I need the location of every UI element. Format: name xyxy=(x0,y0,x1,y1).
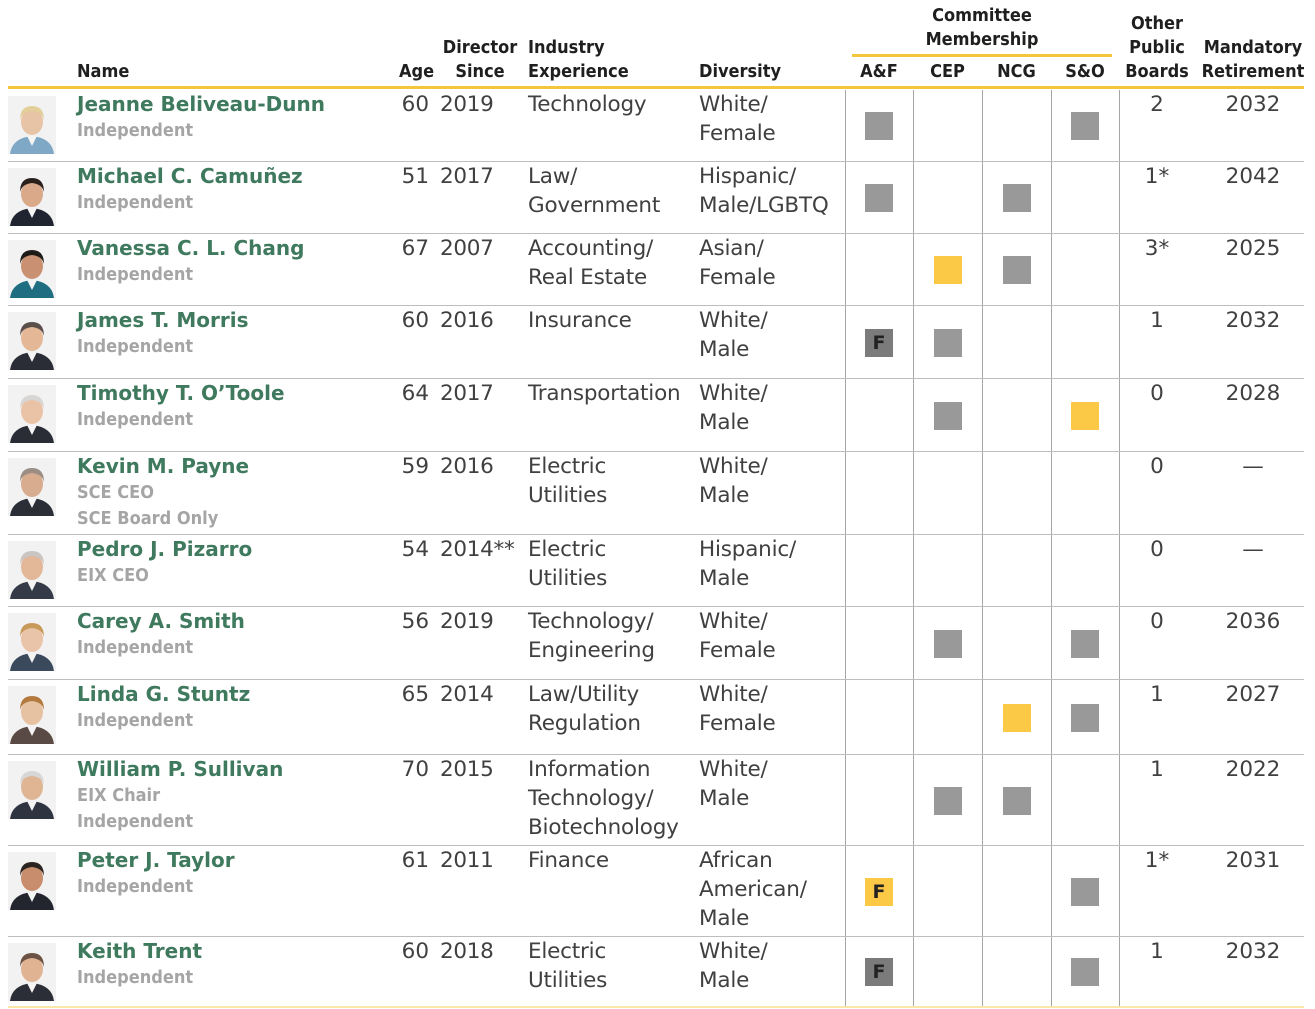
age-value: 60 xyxy=(401,92,429,117)
director-name: William P. Sullivan xyxy=(77,757,284,781)
diversity-line: Male xyxy=(699,786,750,811)
director-since-value: 2015 xyxy=(440,757,494,782)
industry-line: Law/ xyxy=(528,164,578,189)
diversity-line: Female xyxy=(699,265,776,290)
industry-line: Electric xyxy=(528,537,607,562)
director-photo xyxy=(8,613,56,671)
diversity-line: White/ xyxy=(699,454,768,479)
header-director: Director xyxy=(442,37,518,58)
industry-line: Electric xyxy=(528,939,607,964)
column-divider xyxy=(1051,680,1052,755)
table-row xyxy=(0,379,1315,452)
column-divider xyxy=(1051,937,1052,1006)
committee-so-marker xyxy=(1071,704,1099,732)
column-divider xyxy=(913,846,914,937)
table-row xyxy=(0,607,1315,680)
director-photo xyxy=(8,686,56,744)
column-divider xyxy=(845,535,846,607)
column-divider xyxy=(913,535,914,607)
retirement-value: 2042 xyxy=(1225,164,1281,189)
director-since-value: 2019 xyxy=(440,92,494,117)
diversity-line: Hispanic/ xyxy=(699,537,797,562)
director-role: Independent xyxy=(77,710,194,731)
director-name: James T. Morris xyxy=(77,308,249,332)
diversity-line: Male xyxy=(699,337,750,362)
header-public: Public xyxy=(1129,37,1185,58)
director-since-value: 2019 xyxy=(440,609,494,634)
committee-ncg-marker xyxy=(1003,256,1031,284)
table-row xyxy=(0,90,1315,162)
director-name: Timothy T. O’Toole xyxy=(77,381,285,405)
column-divider xyxy=(982,937,983,1006)
column-divider xyxy=(845,234,846,306)
header-mandatory: Mandatory xyxy=(1203,37,1303,58)
column-divider xyxy=(913,607,914,680)
column-divider xyxy=(1051,379,1052,452)
director-since-value: 2014** xyxy=(440,537,515,562)
director-role: EIX Chair xyxy=(77,785,161,806)
director-since-value: 2016 xyxy=(440,454,494,479)
column-divider xyxy=(845,680,846,755)
column-divider xyxy=(982,90,983,162)
table-row xyxy=(0,162,1315,234)
header-name: Name xyxy=(77,61,130,82)
committee-af-marker xyxy=(865,112,893,140)
industry-line: Real Estate xyxy=(528,265,648,290)
other-boards-value: 0 xyxy=(1150,454,1164,479)
header-experience: Experience xyxy=(528,61,629,82)
table-row xyxy=(0,535,1315,607)
column-divider xyxy=(913,90,914,162)
age-value: 60 xyxy=(401,939,429,964)
column-divider xyxy=(982,379,983,452)
director-role: SCE Board Only xyxy=(77,507,219,529)
director-name: Peter J. Taylor xyxy=(77,848,235,872)
director-since-value: 2007 xyxy=(440,236,494,261)
column-divider xyxy=(913,306,914,379)
age-value: 64 xyxy=(401,381,429,406)
committee-so-marker xyxy=(1071,112,1099,140)
age-value: 54 xyxy=(401,537,429,562)
diversity-line: African xyxy=(699,848,773,873)
director-name: Jeanne Beliveau-Dunn xyxy=(77,92,325,116)
industry-line: Technology/ xyxy=(528,609,654,634)
industry-line: Technology xyxy=(528,92,647,117)
director-since-value: 2014 xyxy=(440,682,494,707)
committee-cep-marker xyxy=(934,787,962,815)
committee-ncg-marker xyxy=(1003,704,1031,732)
committee-ncg-marker xyxy=(1003,184,1031,212)
other-boards-value: 1* xyxy=(1144,164,1170,189)
age-value: 67 xyxy=(401,236,429,261)
column-divider xyxy=(845,452,846,535)
director-photo xyxy=(8,458,56,516)
column-divider xyxy=(982,452,983,535)
diversity-line: White/ xyxy=(699,92,768,117)
retirement-value: 2022 xyxy=(1225,757,1281,782)
age-value: 61 xyxy=(401,848,429,873)
committee-so-marker xyxy=(1071,878,1099,906)
column-divider xyxy=(913,234,914,306)
header-other: Other xyxy=(1130,13,1183,34)
director-name: Carey A. Smith xyxy=(77,609,245,633)
director-photo xyxy=(8,943,56,1001)
committee-af-marker: F xyxy=(865,329,893,357)
director-since-value: 2018 xyxy=(440,939,494,964)
director-role: Independent xyxy=(77,264,194,285)
director-photo xyxy=(8,852,56,910)
header-since: Since xyxy=(455,61,505,82)
age-value: 59 xyxy=(401,454,429,479)
table-row xyxy=(0,846,1315,937)
footer-rule xyxy=(8,1006,1304,1008)
age-value: 60 xyxy=(401,308,429,333)
column-divider xyxy=(845,607,846,680)
column-divider xyxy=(1051,607,1052,680)
director-role: Independent xyxy=(77,336,194,357)
director-photo xyxy=(8,761,56,819)
director-photo xyxy=(8,168,56,226)
committee-cep-marker xyxy=(934,630,962,658)
diversity-line: American/ xyxy=(699,877,807,902)
director-role: Independent xyxy=(77,967,194,988)
diversity-line: Male xyxy=(699,968,750,993)
director-role: Independent xyxy=(77,876,194,897)
column-divider xyxy=(845,90,846,162)
director-role: Independent xyxy=(77,637,194,658)
director-role: EIX CEO xyxy=(77,565,149,586)
header-cep: CEP xyxy=(930,61,965,82)
diversity-line: White/ xyxy=(699,381,768,406)
other-boards-value: 1* xyxy=(1144,848,1170,873)
column-divider xyxy=(1051,535,1052,607)
column-divider xyxy=(845,379,846,452)
retirement-value: 2027 xyxy=(1225,682,1281,707)
column-divider xyxy=(1051,846,1052,937)
column-divider xyxy=(1051,162,1052,234)
industry-line: Utilities xyxy=(528,566,608,591)
industry-line: Electric xyxy=(528,454,607,479)
column-divider xyxy=(913,379,914,452)
industry-line: Accounting/ xyxy=(528,236,654,261)
industry-line: Technology/ xyxy=(528,786,654,811)
director-photo xyxy=(8,96,56,154)
diversity-line: Female xyxy=(699,121,776,146)
column-divider xyxy=(845,937,846,1006)
other-boards-value: 0 xyxy=(1150,609,1164,634)
header-boards: Boards xyxy=(1125,61,1189,82)
industry-line: Utilities xyxy=(528,968,608,993)
column-divider xyxy=(1051,234,1052,306)
director-role: Independent xyxy=(77,409,194,430)
committee-so-marker xyxy=(1071,958,1099,986)
industry-line: Transportation xyxy=(528,381,681,406)
industry-line: Government xyxy=(528,193,661,218)
column-divider xyxy=(982,535,983,607)
other-boards-value: 1 xyxy=(1150,757,1164,782)
director-photo xyxy=(8,240,56,298)
other-boards-value: 1 xyxy=(1150,682,1164,707)
other-boards-value: 1 xyxy=(1150,939,1164,964)
retirement-value: 2032 xyxy=(1225,939,1281,964)
age-value: 70 xyxy=(401,757,429,782)
column-divider xyxy=(845,846,846,937)
column-divider xyxy=(1051,452,1052,535)
other-boards-value: 3* xyxy=(1144,236,1170,261)
committee-af-marker: F xyxy=(865,958,893,986)
diversity-line: White/ xyxy=(699,757,768,782)
retirement-value: — xyxy=(1242,454,1264,479)
director-since-value: 2017 xyxy=(440,164,494,189)
column-divider xyxy=(845,306,846,379)
industry-line: Information xyxy=(528,757,651,782)
director-name: Linda G. Stuntz xyxy=(77,682,251,706)
column-divider xyxy=(845,755,846,846)
director-name: Michael C. Camuñez xyxy=(77,164,303,188)
other-boards-value: 0 xyxy=(1150,381,1164,406)
industry-line: Insurance xyxy=(528,308,632,333)
director-photo xyxy=(8,385,56,443)
industry-line: Engineering xyxy=(528,638,655,663)
director-since-value: 2011 xyxy=(440,848,494,873)
column-divider xyxy=(982,306,983,379)
column-divider xyxy=(1051,306,1052,379)
diversity-line: Hispanic/ xyxy=(699,164,797,189)
header-committee: Committee xyxy=(932,5,1032,26)
table-row xyxy=(0,306,1315,379)
diversity-line: Female xyxy=(699,638,776,663)
committee-af-marker xyxy=(865,184,893,212)
header-ncg: NCG xyxy=(997,61,1036,82)
diversity-line: White/ xyxy=(699,609,768,634)
director-name: Vanessa C. L. Chang xyxy=(77,236,305,260)
diversity-line: White/ xyxy=(699,308,768,333)
retirement-value: 2032 xyxy=(1225,308,1281,333)
table-row xyxy=(0,234,1315,306)
column-divider xyxy=(845,162,846,234)
retirement-value: 2031 xyxy=(1225,848,1281,873)
column-divider xyxy=(913,937,914,1006)
diversity-line: Male xyxy=(699,410,750,435)
header-age: Age xyxy=(399,61,435,82)
diversity-line: Female xyxy=(699,711,776,736)
retirement-value: 2025 xyxy=(1225,236,1281,261)
other-boards-value: 1 xyxy=(1150,308,1164,333)
diversity-line: Asian/ xyxy=(699,236,764,261)
column-divider xyxy=(913,162,914,234)
committee-ncg-marker xyxy=(1003,787,1031,815)
diversity-line: Male xyxy=(699,566,750,591)
table-row xyxy=(0,680,1315,755)
other-boards-value: 2 xyxy=(1150,92,1164,117)
director-since-value: 2016 xyxy=(440,308,494,333)
header-so: S&O xyxy=(1065,61,1105,82)
other-boards-value: 0 xyxy=(1150,537,1164,562)
director-photo xyxy=(8,312,56,370)
diversity-line: Male xyxy=(699,483,750,508)
industry-line: Utilities xyxy=(528,483,608,508)
retirement-value: 2028 xyxy=(1225,381,1281,406)
committee-so-marker xyxy=(1071,630,1099,658)
table-row xyxy=(0,755,1315,846)
table-row xyxy=(0,452,1315,535)
industry-line: Law/Utility xyxy=(528,682,640,707)
director-photo xyxy=(8,541,56,599)
header-rule xyxy=(8,86,1304,89)
diversity-line: White/ xyxy=(699,682,768,707)
director-role: Independent xyxy=(77,192,194,213)
column-divider xyxy=(913,680,914,755)
age-value: 51 xyxy=(401,164,429,189)
industry-line: Biotechnology xyxy=(528,815,679,840)
diversity-line: Male xyxy=(699,906,750,931)
header-retirement: Retirement xyxy=(1201,61,1305,82)
retirement-value: 2032 xyxy=(1225,92,1281,117)
committee-cep-marker xyxy=(934,402,962,430)
diversity-line: White/ xyxy=(699,939,768,964)
column-divider xyxy=(982,846,983,937)
column-divider xyxy=(982,162,983,234)
header-af: A&F xyxy=(860,61,898,82)
committee-cep-marker xyxy=(934,256,962,284)
director-since-value: 2017 xyxy=(440,381,494,406)
column-divider xyxy=(913,452,914,535)
director-role: Independent xyxy=(77,810,194,832)
director-role: Independent xyxy=(77,120,194,141)
header-membership: Membership xyxy=(925,29,1039,50)
retirement-value: 2036 xyxy=(1225,609,1281,634)
column-divider xyxy=(913,755,914,846)
column-divider xyxy=(1051,755,1052,846)
header-diversity: Diversity xyxy=(699,61,782,82)
committee-cep-marker xyxy=(934,329,962,357)
committee-so-marker xyxy=(1071,402,1099,430)
table-row xyxy=(0,937,1315,1006)
director-role: SCE CEO xyxy=(77,482,154,503)
director-name: Kevin M. Payne xyxy=(77,454,250,478)
director-name: Keith Trent xyxy=(77,939,202,963)
age-value: 65 xyxy=(401,682,429,707)
committee-af-marker: F xyxy=(865,878,893,906)
committee-header-rule xyxy=(852,54,1112,57)
column-divider xyxy=(1051,90,1052,162)
column-divider xyxy=(982,234,983,306)
column-divider xyxy=(982,680,983,755)
director-name: Pedro J. Pizarro xyxy=(77,537,253,561)
industry-line: Finance xyxy=(528,848,609,873)
column-divider xyxy=(982,607,983,680)
column-divider xyxy=(982,755,983,846)
age-value: 56 xyxy=(401,609,429,634)
retirement-value: — xyxy=(1242,537,1264,562)
diversity-line: Male/LGBTQ xyxy=(699,193,829,218)
header-industry: Industry xyxy=(528,37,605,58)
industry-line: Regulation xyxy=(528,711,641,736)
